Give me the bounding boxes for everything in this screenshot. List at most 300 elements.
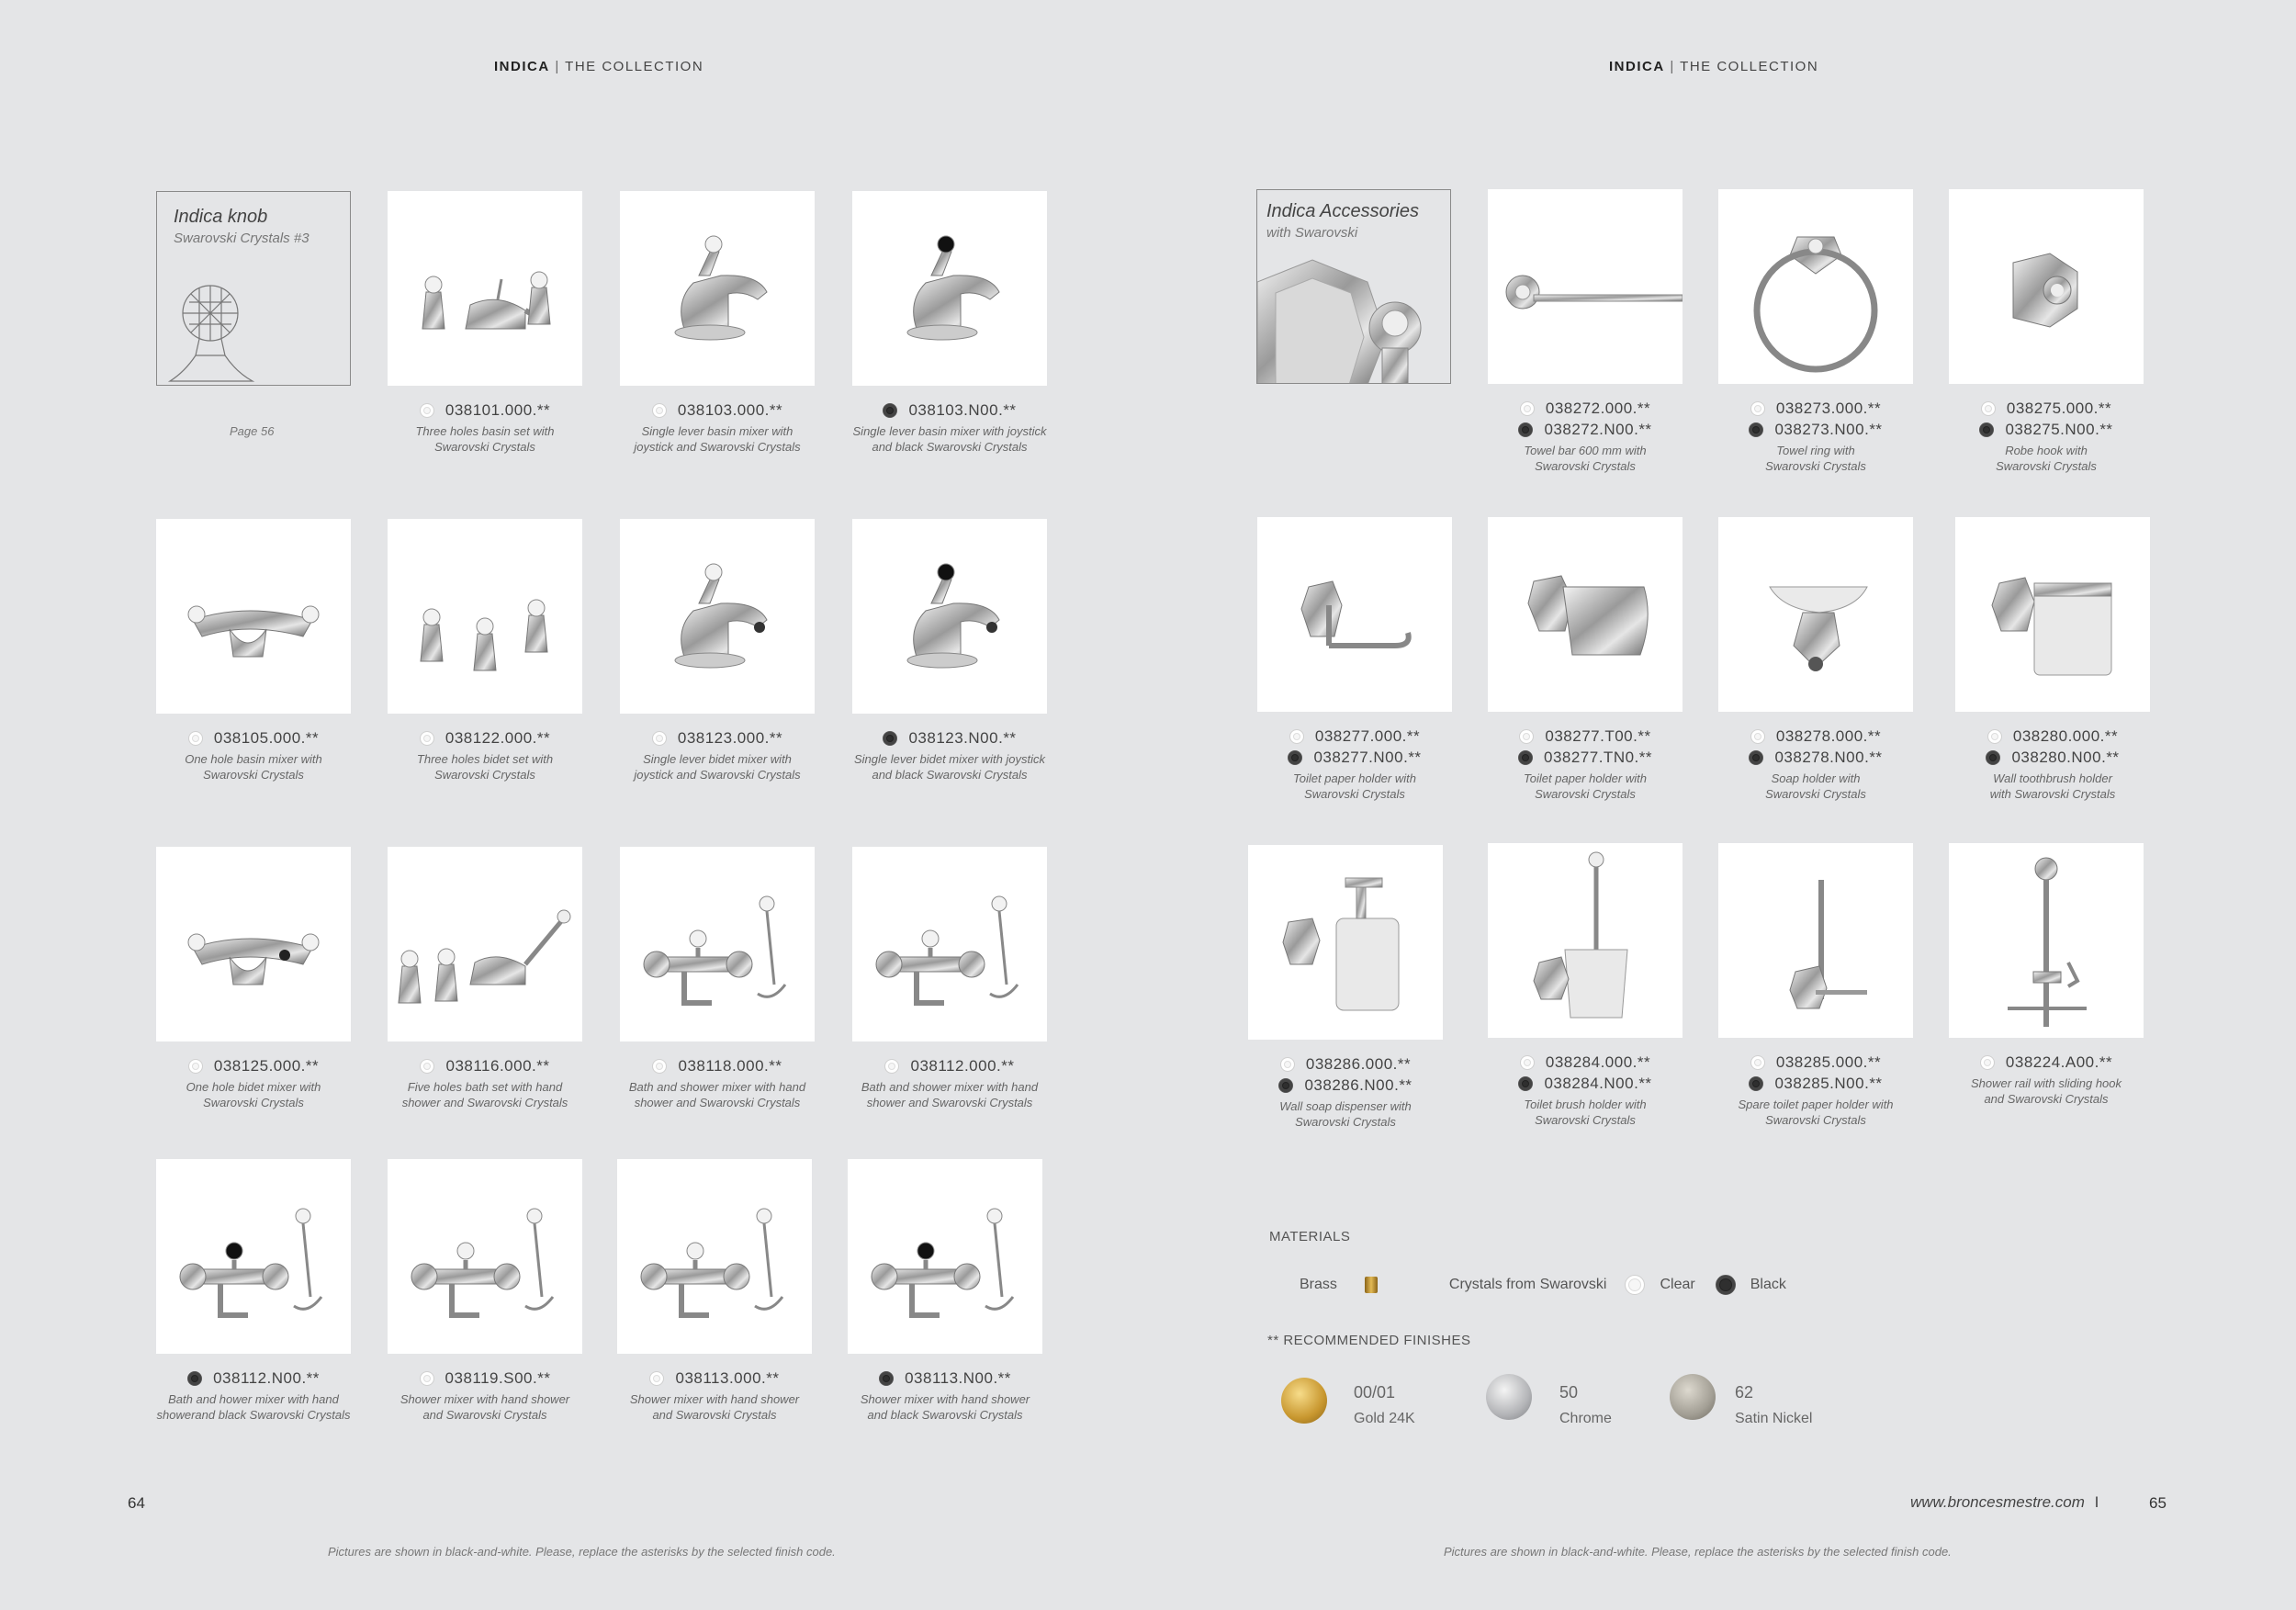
product-info — [593, 727, 841, 782]
clear-crystal-icon — [1981, 401, 1996, 416]
product-code: 038285.N00.** — [1774, 1075, 1883, 1092]
description-line: Robe hook with — [2005, 444, 2088, 457]
product-code: 038103.N00.** — [908, 401, 1017, 419]
description-line: shower and Swarovski Crystals — [401, 1096, 568, 1109]
product-codes — [129, 1055, 377, 1076]
product-description — [361, 1079, 609, 1110]
product-info — [361, 1055, 609, 1110]
product-photo — [852, 519, 1047, 714]
page-reference: Page 56 — [230, 424, 275, 438]
product-description — [1461, 443, 1709, 474]
description-line: Toilet brush holder with — [1524, 1098, 1647, 1111]
black-crystal-icon — [187, 1371, 202, 1386]
product-towel-ring-drawing — [1718, 189, 1913, 384]
product-description — [826, 1079, 1074, 1110]
description-line: Soap holder with — [1771, 771, 1861, 785]
product-description — [821, 1391, 1069, 1423]
description-line: showerand black Swarovski Crystals — [156, 1408, 351, 1422]
product-codes — [826, 1055, 1074, 1076]
product-info — [129, 1055, 377, 1110]
product-codes — [1461, 398, 1709, 440]
product-photo — [620, 519, 815, 714]
product-robe-hook-drawing — [1949, 189, 2144, 384]
clear-crystal-icon — [1750, 401, 1765, 416]
description-line: Three holes bidet set with — [416, 752, 554, 766]
product-photo — [852, 191, 1047, 386]
product-description — [1929, 771, 2177, 802]
product-codes — [361, 400, 609, 421]
description-line: Bath and shower mixer with hand — [628, 1080, 806, 1094]
clear-crystal-icon — [420, 403, 434, 418]
website-separator: I — [2094, 1493, 2099, 1511]
product-code: 038103.000.** — [677, 401, 783, 419]
product-description — [1231, 771, 1479, 802]
feature-subtitle: with Swarovski — [1266, 225, 1358, 241]
product-description — [591, 1391, 838, 1423]
description-line: Three holes basin set with — [415, 424, 555, 438]
product-photo — [1718, 189, 1913, 384]
product-toilet-brush-drawing — [1488, 843, 1683, 1038]
product-code-line — [1692, 1073, 1940, 1094]
description-line: Shower rail with sliding hook — [1970, 1076, 2122, 1090]
product-code-line — [1221, 1075, 1469, 1096]
description-line: Swarovski Crystals — [1996, 459, 2097, 473]
product-code-line — [361, 727, 609, 749]
product-info — [129, 1368, 377, 1423]
product-code-line — [591, 1368, 838, 1389]
feature-title: Indica Accessories — [1266, 201, 1419, 221]
product-photo — [852, 847, 1047, 1041]
product-code-line — [361, 1368, 609, 1389]
product-photo — [156, 519, 351, 714]
clear-crystal-icon — [420, 731, 434, 746]
black-crystal-icon — [1288, 750, 1302, 765]
description-line: Swarovski Crystals — [1535, 459, 1636, 473]
product-code-line — [1929, 726, 2177, 747]
product-info — [1461, 1052, 1709, 1128]
product-codes — [1692, 1052, 1940, 1094]
description-line: with Swarovski Crystals — [1989, 787, 2116, 801]
right-page-header — [1609, 59, 1818, 74]
product-info — [1922, 398, 2170, 474]
product-photo — [1488, 843, 1683, 1038]
header-brand: INDICA — [1609, 59, 1665, 74]
product-description — [593, 1079, 841, 1110]
product-code-line — [593, 727, 841, 749]
black-crystal-icon — [1278, 1078, 1293, 1093]
product-code: 038273.N00.** — [1774, 421, 1883, 438]
description-line: and Swarovski Crystals — [1984, 1092, 2109, 1106]
product-codes — [361, 1055, 609, 1076]
finish-code: 00/01 — [1354, 1383, 1396, 1402]
finish-code: 50 — [1559, 1383, 1579, 1402]
description-line: Swarovski Crystals — [434, 440, 535, 454]
product-one-hole-basin-drawing — [156, 519, 351, 714]
product-code: 038113.N00.** — [905, 1369, 1011, 1387]
product-photo — [1718, 843, 1913, 1038]
description-line: One hole basin mixer with — [185, 752, 322, 766]
product-code-line — [1922, 419, 2170, 440]
header-section: THE COLLECTION — [565, 59, 704, 74]
product-code: 038275.N00.** — [2005, 421, 2113, 438]
product-shower-mixer-black-drawing — [848, 1159, 1042, 1354]
description-line: Swarovski Crystals — [203, 1096, 304, 1109]
clear-crystal-icon — [884, 1059, 899, 1074]
product-code-line — [1692, 747, 1940, 768]
product-info — [361, 727, 609, 782]
product-code: 038272.N00.** — [1544, 421, 1652, 438]
product-description — [1692, 1097, 1940, 1128]
product-shower-mixer-drawing — [617, 1159, 812, 1354]
product-codes — [591, 1368, 838, 1389]
product-code: 038285.000.** — [1775, 1053, 1882, 1071]
product-info — [591, 1368, 838, 1423]
description-line: Wall toothbrush holder — [1993, 771, 2112, 785]
product-info — [826, 400, 1074, 455]
description-line: Towel ring with — [1776, 444, 1855, 457]
description-line: Five holes bath set with hand — [407, 1080, 563, 1094]
product-code: 038286.000.** — [1305, 1055, 1412, 1073]
product-code-line — [129, 1368, 377, 1389]
product-photo — [1949, 843, 2144, 1038]
product-code-line — [1461, 726, 1709, 747]
product-info — [129, 727, 377, 782]
clear-crystal-icon — [188, 731, 203, 746]
product-code-line — [129, 1055, 377, 1076]
black-crystal-icon — [879, 1371, 894, 1386]
description-line: joystick and Swarovski Crystals — [634, 440, 801, 454]
header-separator: | — [555, 59, 560, 74]
product-code: 038123.N00.** — [908, 729, 1017, 747]
product-photo — [848, 1159, 1042, 1354]
product-code-line — [361, 1055, 609, 1076]
black-crystal-icon — [1986, 750, 2000, 765]
product-info — [1692, 726, 1940, 802]
product-code-line — [1692, 398, 1940, 419]
product-bath-shower-drawing — [852, 847, 1047, 1041]
description-line: Swarovski Crystals — [1535, 787, 1636, 801]
clear-crystal-icon — [1987, 729, 2002, 744]
indica-accessories-feature — [1256, 189, 1451, 384]
left-footnote: Pictures are shown in black-and-white. Please, replace the asterisks by the selected finish code. — [328, 1545, 836, 1559]
description-line: Swarovski Crystals — [1765, 459, 1866, 473]
product-code-line — [1922, 1052, 2170, 1073]
left-page-number: 64 — [128, 1494, 145, 1512]
product-photo — [1949, 189, 2144, 384]
product-code: 038118.000.** — [678, 1057, 782, 1075]
product-codes — [593, 1055, 841, 1076]
header-section: THE COLLECTION — [1680, 59, 1819, 74]
clear-crystal-icon — [649, 1371, 664, 1386]
product-info — [593, 400, 841, 455]
product-code: 038284.000.** — [1545, 1053, 1651, 1071]
product-info — [1692, 1052, 1940, 1128]
product-five-hole-bath-drawing — [388, 847, 582, 1041]
product-code: 038278.000.** — [1775, 727, 1882, 745]
crystal-knob-drawing — [157, 192, 351, 386]
product-code-line — [1221, 1053, 1469, 1075]
product-code: 038277.TN0.** — [1543, 749, 1653, 766]
product-code: 038273.000.** — [1775, 400, 1882, 417]
product-bath-shower-black-drawing — [156, 1159, 351, 1354]
description-line: and black Swarovski Crystals — [872, 768, 1028, 782]
product-code-line — [361, 400, 609, 421]
right-footnote: Pictures are shown in black-and-white. Please, replace the asterisks by the selected finish code. — [1444, 1545, 1952, 1559]
product-description — [1922, 1075, 2170, 1107]
product-codes — [1922, 1052, 2170, 1073]
product-description — [361, 751, 609, 782]
product-description — [826, 751, 1074, 782]
product-code: 038122.000.** — [445, 729, 551, 747]
black-crystal-icon — [1749, 1076, 1763, 1091]
description-line: Toilet paper holder with — [1524, 771, 1647, 785]
product-codes — [129, 1368, 377, 1389]
product-photo — [388, 1159, 582, 1354]
product-description — [1461, 1097, 1709, 1128]
product-code: 038280.000.** — [2012, 727, 2119, 745]
black-crystal-icon — [883, 403, 897, 418]
product-code: 038277.N00.** — [1313, 749, 1422, 766]
materials-row — [1300, 1275, 1786, 1295]
product-codes — [1461, 1052, 1709, 1094]
product-code: 038280.N00.** — [2011, 749, 2120, 766]
feature-title: Indica knob — [174, 207, 268, 227]
product-code: 038112.N00.** — [213, 1369, 320, 1387]
product-info — [1929, 726, 2177, 802]
description-line: Swarovski Crystals — [1304, 787, 1405, 801]
description-line: Single lever basin mixer with joystick — [852, 424, 1047, 438]
product-description — [593, 751, 841, 782]
product-code-line — [1692, 1052, 1940, 1073]
product-photo — [388, 847, 582, 1041]
product-code: 038123.000.** — [677, 729, 783, 747]
product-info — [1461, 726, 1709, 802]
clear-crystal-icon — [652, 403, 667, 418]
product-description — [1692, 771, 1940, 802]
product-paper-holder-drawing — [1257, 517, 1452, 712]
product-description — [1461, 771, 1709, 802]
left-page-header — [494, 59, 703, 74]
product-soap-dispenser-drawing — [1248, 845, 1443, 1040]
black-crystal-icon — [1979, 422, 1994, 437]
brass-icon — [1365, 1277, 1378, 1293]
indica-knob-feature — [156, 191, 351, 386]
product-description — [129, 751, 377, 782]
description-line: Single lever basin mixer with — [641, 424, 793, 438]
clear-crystal-icon — [652, 731, 667, 746]
finishes-title: ** RECOMMENDED FINISHES — [1267, 1333, 1471, 1348]
description-line: Bath and hower mixer with hand — [168, 1392, 339, 1406]
description-line: joystick and Swarovski Crystals — [634, 768, 801, 782]
description-line: Shower mixer with hand shower — [400, 1392, 570, 1406]
product-code-line — [1461, 1052, 1709, 1073]
product-single-lever-black-drawing — [852, 191, 1047, 386]
clear-crystal-icon — [652, 1059, 667, 1074]
brass-label: Brass — [1300, 1277, 1337, 1292]
product-code-line — [1929, 747, 2177, 768]
description-line: Swarovski Crystals — [203, 768, 304, 782]
product-codes — [821, 1368, 1069, 1389]
clear-crystal-icon — [1980, 1055, 1995, 1070]
product-code: 038113.000.** — [675, 1369, 780, 1387]
product-code-line — [1461, 1073, 1709, 1094]
product-basin-set-drawing — [388, 191, 582, 386]
product-photo — [388, 519, 582, 714]
product-codes — [1221, 1053, 1469, 1096]
description-line: Single lever bidet mixer with — [643, 752, 792, 766]
description-line: and black Swarovski Crystals — [867, 1408, 1023, 1422]
product-photo — [1488, 189, 1683, 384]
description-line: Swarovski Crystals — [1765, 1113, 1866, 1127]
satin-nickel-finish-swatch — [1670, 1374, 1716, 1420]
description-line: Swarovski Crystals — [1535, 1113, 1636, 1127]
product-code: 038272.000.** — [1545, 400, 1651, 417]
black-crystal-icon — [1749, 422, 1763, 437]
black-crystal-icon — [1716, 1275, 1736, 1295]
product-info — [826, 727, 1074, 782]
description-line: One hole bidet mixer with — [186, 1080, 321, 1094]
product-code-line — [129, 727, 377, 749]
product-codes — [361, 727, 609, 749]
product-code-line — [1461, 419, 1709, 440]
product-one-hole-bidet-drawing — [156, 847, 351, 1041]
description-line: Wall soap dispenser with — [1279, 1099, 1412, 1113]
product-code-line — [821, 1368, 1069, 1389]
product-info — [361, 400, 609, 455]
product-code-line — [1922, 398, 2170, 419]
gold-finish-swatch — [1281, 1378, 1327, 1424]
product-code-line — [1231, 726, 1479, 747]
product-info — [1231, 726, 1479, 802]
product-shower-mixer-drawing — [388, 1159, 582, 1354]
product-code: 038105.000.** — [213, 729, 320, 747]
product-code: 038275.000.** — [2006, 400, 2112, 417]
description-line: Swarovski Crystals — [1765, 787, 1866, 801]
product-description — [1922, 443, 2170, 474]
clear-crystal-icon — [1520, 1055, 1535, 1070]
website-link[interactable] — [1910, 1493, 2099, 1512]
product-photo — [617, 1159, 812, 1354]
description-line: and black Swarovski Crystals — [872, 440, 1028, 454]
website-url[interactable]: www.broncesmestre.com — [1910, 1493, 2085, 1511]
product-single-lever-drawing — [620, 191, 815, 386]
clear-label: Clear — [1660, 1277, 1695, 1292]
product-bath-shower-drawing — [620, 847, 815, 1041]
black-crystal-icon — [883, 731, 897, 746]
product-description — [593, 423, 841, 455]
product-code: 038119.S00.** — [445, 1369, 551, 1387]
product-single-lever-bidet-drawing — [620, 519, 815, 714]
product-info — [1221, 1053, 1469, 1130]
description-line: shower and Swarovski Crystals — [866, 1096, 1033, 1109]
product-soap-holder-drawing — [1718, 517, 1913, 712]
product-description — [826, 423, 1074, 455]
product-photo — [156, 847, 351, 1041]
product-codes — [1922, 398, 2170, 440]
product-code-line — [1692, 419, 1940, 440]
product-codes — [826, 400, 1074, 421]
description-line: Towel bar 600 mm with — [1524, 444, 1647, 457]
clear-crystal-icon — [420, 1371, 434, 1386]
black-label: Black — [1750, 1277, 1786, 1292]
black-crystal-icon — [1518, 1076, 1533, 1091]
product-towel-bar-drawing — [1488, 189, 1683, 384]
product-codes — [1929, 726, 2177, 768]
product-paper-holder-cover-drawing — [1488, 517, 1683, 712]
product-code-line — [593, 1055, 841, 1076]
description-line: Spare toilet paper holder with — [1738, 1098, 1894, 1111]
product-bidet-set-drawing — [388, 519, 582, 714]
product-code: 038112.000.** — [910, 1057, 1015, 1075]
black-crystal-icon — [1518, 750, 1533, 765]
product-photo — [620, 847, 815, 1041]
product-photo — [1955, 517, 2150, 712]
product-toothbrush-holder-drawing — [1955, 517, 2150, 712]
finish-name: Satin Nickel — [1735, 1411, 1813, 1426]
product-code: 038277.T00.** — [1545, 727, 1651, 745]
product-code: 038101.000.** — [445, 401, 551, 419]
description-line: and Swarovski Crystals — [652, 1408, 777, 1422]
product-code: 038284.N00.** — [1544, 1075, 1652, 1092]
product-code-line — [826, 1055, 1074, 1076]
product-code-line — [826, 400, 1074, 421]
product-description — [361, 1391, 609, 1423]
product-photo — [620, 191, 815, 386]
product-description — [1221, 1098, 1469, 1130]
description-line: Toilet paper holder with — [1293, 771, 1416, 785]
product-code: 038116.000.** — [445, 1057, 550, 1075]
crystals-label: Crystals from Swarovski — [1448, 1277, 1607, 1292]
clear-crystal-icon — [1625, 1275, 1645, 1295]
black-crystal-icon — [1518, 422, 1533, 437]
product-photo — [388, 191, 582, 386]
header-separator: | — [1670, 59, 1675, 74]
product-code: 038277.000.** — [1314, 727, 1421, 745]
right-page-number: 65 — [2149, 1494, 2167, 1512]
description-line: Single lever bidet mixer with joystick — [853, 752, 1046, 766]
product-description — [129, 1079, 377, 1110]
clear-crystal-icon — [1520, 401, 1535, 416]
product-photo — [1718, 517, 1913, 712]
chrome-finish-swatch — [1486, 1374, 1532, 1420]
product-photo — [1257, 517, 1452, 712]
product-spare-paper-drawing — [1718, 843, 1913, 1038]
clear-crystal-icon — [1289, 729, 1304, 744]
product-code-line — [593, 400, 841, 421]
product-description — [129, 1391, 377, 1423]
product-codes — [593, 400, 841, 421]
finish-name: Gold 24K — [1354, 1411, 1415, 1426]
product-description — [1692, 443, 1940, 474]
product-info — [593, 1055, 841, 1110]
product-info — [821, 1368, 1069, 1423]
product-photo — [1248, 845, 1443, 1040]
product-code-line — [1231, 747, 1479, 768]
product-codes — [593, 727, 841, 749]
product-info — [1692, 398, 1940, 474]
product-info — [1461, 398, 1709, 474]
description-line: Shower mixer with hand shower — [629, 1392, 800, 1406]
description-line: shower and Swarovski Crystals — [634, 1096, 801, 1109]
description-line: Swarovski Crystals — [434, 768, 535, 782]
product-codes — [1231, 726, 1479, 768]
product-single-lever-bidet-black-drawing — [852, 519, 1047, 714]
product-codes — [1692, 726, 1940, 768]
clear-crystal-icon — [188, 1059, 203, 1074]
description-line: and Swarovski Crystals — [422, 1408, 547, 1422]
product-code: 038125.000.** — [213, 1057, 320, 1075]
description-line: Bath and shower mixer with hand — [861, 1080, 1039, 1094]
